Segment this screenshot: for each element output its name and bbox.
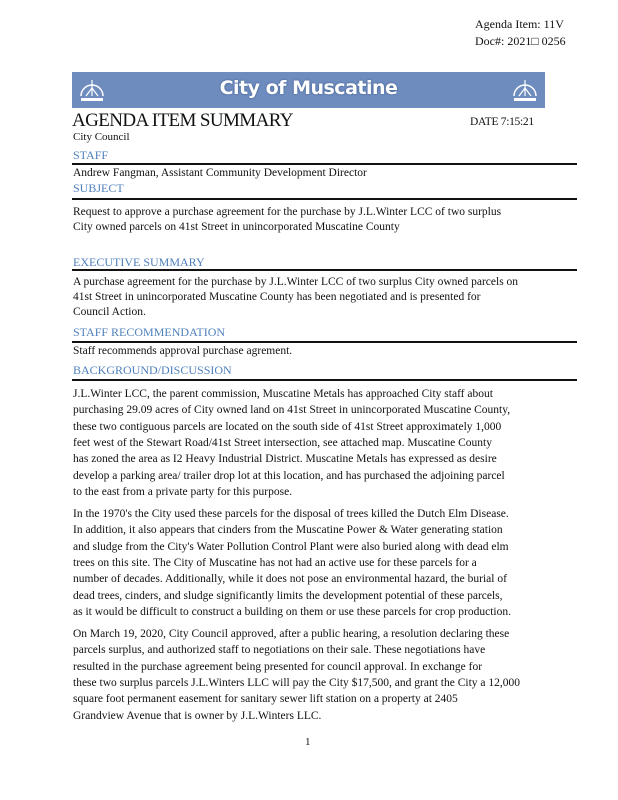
paragraph-line: to the east from a private party for this purpose.	[73, 485, 293, 498]
paragraph-line: square foot permanent easement for sanitary sewer lift station on a property at 2405	[73, 693, 458, 706]
divider	[72, 341, 577, 343]
agenda-item-label: Agenda Item: 11V	[475, 17, 564, 31]
paragraph-line: number of decades. Additionally, while it does not pose an environmental hazard, the burial of	[73, 573, 507, 586]
executive-line: A purchase agreement for the purchase by J.L.Winter LCC of two surplus City owned parcels on	[73, 276, 519, 288]
executive-line: Council Action.	[73, 306, 146, 318]
paragraph-line: Grandview Avenue that is owner by J.L.Winters LLC.	[73, 709, 322, 722]
paragraph-line: feet west of the Stewart Road/41st Street intersection, see attached map. Muscatine County	[73, 436, 492, 449]
paragraph-line: J.L.Winter LCC, the parent commission, Muscatine Metals has approached City staff about	[73, 388, 493, 400]
staff-name: Andrew Fangman, Assistant Community Development Director	[73, 167, 367, 179]
paragraph-line: purchasing 29.09 acres of City owned land on 41st Street in unincorporated Muscatine County,	[73, 404, 511, 417]
recommendation-heading: STAFF RECOMMENDATION	[73, 325, 226, 339]
city-banner	[72, 72, 545, 108]
paragraph-line: these two contiguous parcels are located on the south side of 41st Street approximately 1,000	[73, 420, 502, 433]
divider	[72, 379, 577, 381]
paragraph-line: parcels surplus, and authorized staff to negotiations on their sale. These negotiations have	[73, 644, 486, 657]
paragraph-line: In the 1970's the City used these parcels for the disposal of trees killed the Dutch Elm Disease.	[73, 508, 509, 520]
paragraph-line: develop a parking area/ trailer drop lot at this location, and has purchased the adjoining parcel	[73, 469, 505, 482]
divider	[72, 163, 577, 165]
paragraph-line: On March 19, 2020, City Council approved, after a public hearing, a resolution declaring these	[73, 628, 510, 640]
divider	[72, 198, 577, 200]
paragraph-line: resulted in the purchase agreement being presented for council approval. In exchange for	[73, 660, 483, 673]
banner-title: City of Muscatine	[219, 77, 398, 99]
council-label: City Council	[73, 131, 130, 143]
background-heading: BACKGROUND/DISCUSSION	[73, 363, 232, 377]
page-number: 1	[305, 736, 311, 748]
paragraph-line: and sludge from the City's Water Pollution Control Plant were also buried along with dead elm	[73, 540, 509, 553]
subject-line: Request to approve a purchase agreement for the purchase by J.L.Winter LCC of two surplus	[73, 206, 502, 218]
paragraph-line: as it would be difficult to construct a building on them or use these parcels for crop production.	[73, 605, 511, 618]
date-label: DATE 7:15:21	[470, 116, 534, 128]
doc-number: Doc#: 2021□ 0256	[475, 34, 566, 48]
paragraph-line: In addition, it also appears that cinders from the Muscatine Power & Water generating station	[73, 524, 503, 537]
subject-heading: SUBJECT	[73, 181, 124, 195]
city-logo-icon	[511, 76, 539, 104]
paragraph-line: has zoned the area as I2 Heavy Industrial District. Muscatine Metals has expressed as desire	[73, 453, 497, 466]
paragraph-line: dead trees, cinders, and sludge significantly limits the development potential of these parcels,	[73, 589, 503, 602]
paragraph-line: trees on this site. The City of Muscatine has not had an active use for these parcels for a	[73, 556, 477, 569]
staff-heading: STAFF	[73, 148, 109, 162]
divider	[72, 269, 577, 271]
subject-line: City owned parcels on 41st Street in unincorporated Muscatine County	[73, 221, 400, 233]
executive-heading: EXECUTIVE SUMMARY	[73, 255, 205, 269]
executive-line: 41st Street in unincorporated Muscatine County has been negotiated and is presented for	[73, 291, 481, 303]
page-title: AGENDA ITEM SUMMARY	[72, 110, 293, 131]
paragraph-line: these two surplus parcels J.L.Winters LLC will pay the City $17,500, and grant the City a 12,000	[73, 676, 521, 689]
recommendation-text: Staff recommends approval purchase agrement.	[73, 345, 293, 357]
